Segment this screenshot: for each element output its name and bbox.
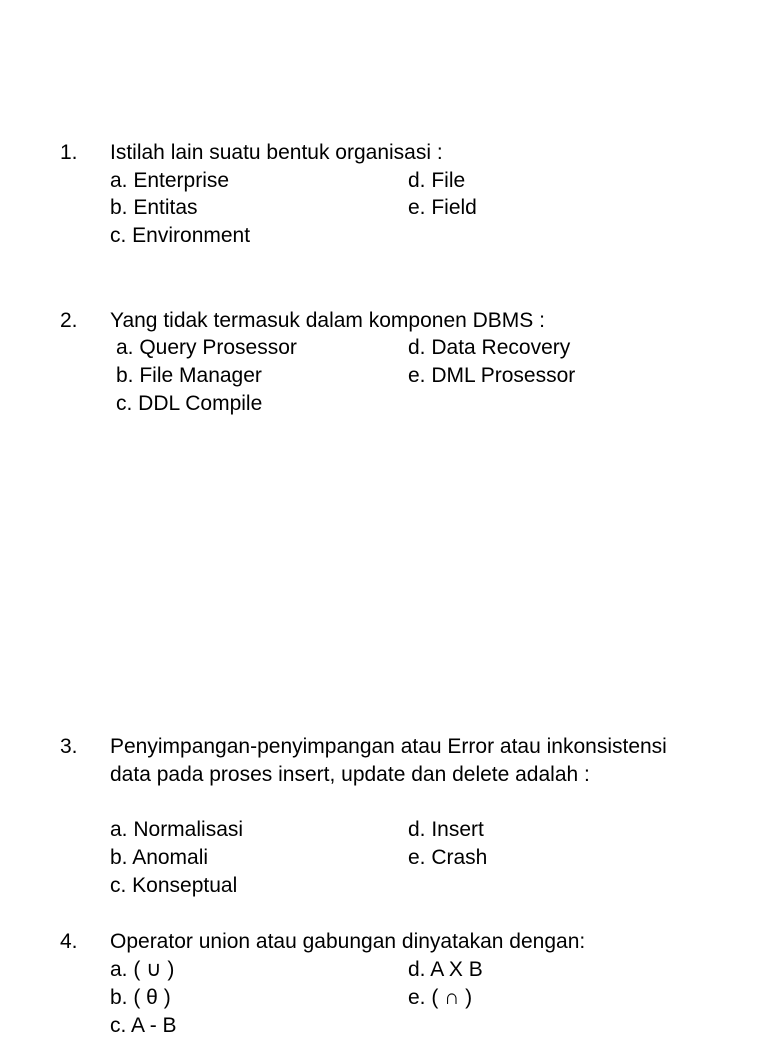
option-d: d. File [408, 169, 466, 192]
question-number: 2. [60, 309, 78, 332]
question-text: Istilah lain suatu bentuk organisasi : [110, 141, 443, 164]
option-b: b. ( θ ) [110, 986, 171, 1009]
option-c: c. A - B [110, 1014, 177, 1037]
option-a: a. ( ∪ ) [110, 958, 175, 981]
option-a: a. Enterprise [110, 169, 230, 192]
question-text: Penyimpangan-penyimpangan atau Error atau inkonsistensi data pada proses insert, update dan delete adalah : [110, 735, 667, 786]
option-b: b. File Manager [116, 364, 262, 387]
option-b: b. Entitas [110, 196, 198, 219]
question-number: 3. [60, 735, 78, 758]
question-text: Operator union atau gabungan dinyatakan dengan: [110, 930, 586, 953]
option-c: c. Konseptual [110, 874, 238, 897]
question-number: 4. [60, 930, 78, 953]
question-number: 1. [60, 141, 78, 164]
option-a: a. Query Prosessor [116, 336, 297, 359]
option-c: c. DDL Compile [116, 392, 263, 415]
option-b: b. Anomali [110, 846, 209, 869]
option-a: a. Normalisasi [110, 818, 244, 841]
option-d: d. Data Recovery [408, 336, 571, 359]
option-e: e. Field [408, 196, 477, 219]
option-e: e. ( ∩ ) [408, 986, 473, 1009]
option-d: d. A X B [408, 958, 483, 981]
option-e: e. DML Prosessor [408, 364, 576, 387]
option-d: d. Insert [408, 818, 484, 841]
option-c: c. Environment [110, 224, 251, 247]
question-text: Yang tidak termasuk dalam komponen DBMS : [110, 309, 545, 332]
option-e: e. Crash [408, 846, 488, 869]
